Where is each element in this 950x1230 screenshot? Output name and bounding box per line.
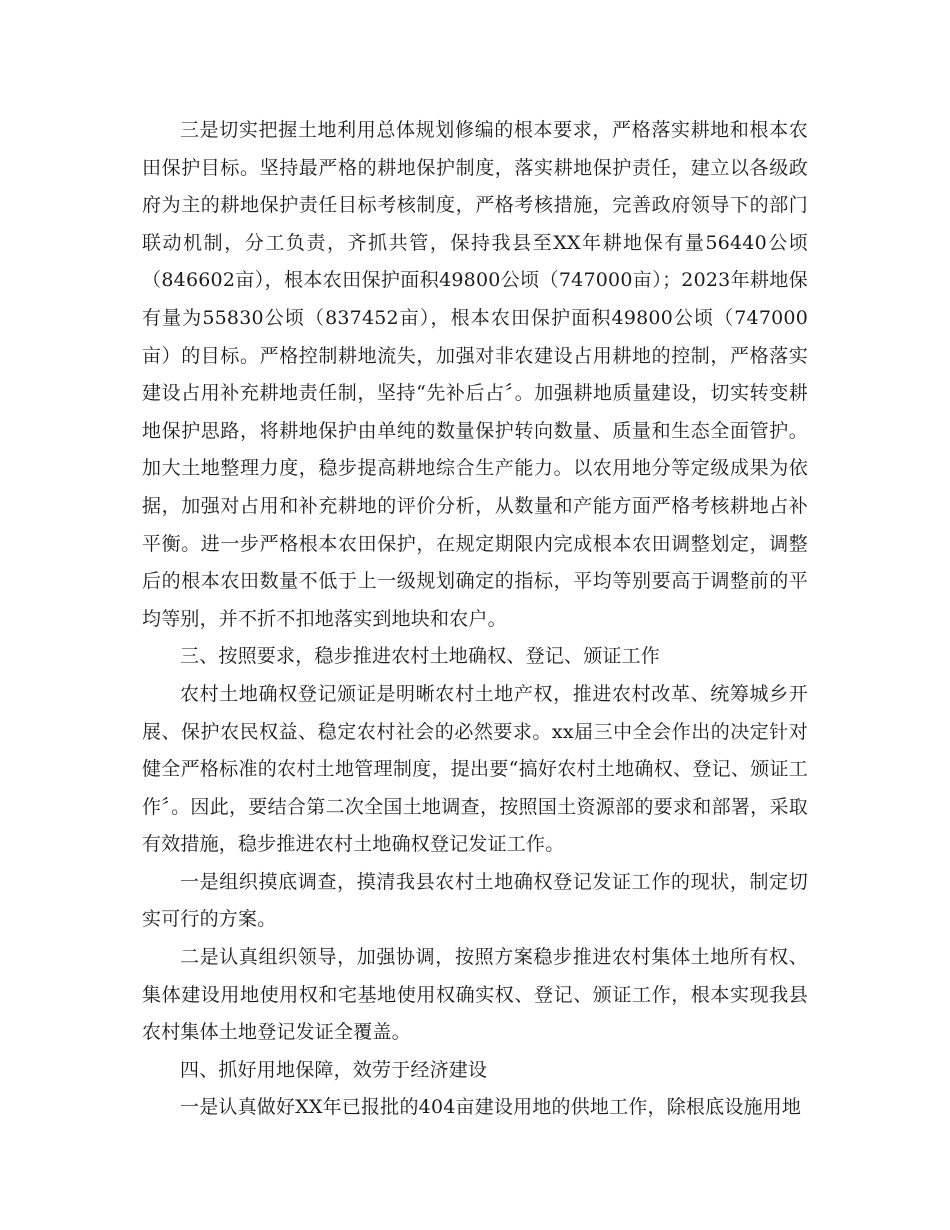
section-heading-land-supply: 四、抓好用地保障，效劳于经济建设 <box>180 1058 488 1081</box>
paragraph-organization: 二是认真组织领导，加强协调，按照方案稳步推进农村集体土地所有权、集体建设用地使用权和宅基地使用权确实权、登记、颁证工作，根本实现我县农村集体土地登记发证全覆盖。 <box>142 946 808 1044</box>
paragraph-farmland-protection: 三是切实把握土地利用总体规划修编的根本要求，严格落实耕地和根本农田保护目标。坚持最严格的耕地保护制度，落实耕地保护责任，建立以各级政府为主的耕地保护责任目标考核制度，严格考核措施，完善政府领导下的部门联动机制，分工负责，齐抓共管，保持我县至XX年耕地保有量56440公顷（846602亩），根本农田保护面积49800公顷（747000亩）；2023年耕地保有量为55830公顷（837452亩），根本农田保护面积49800公顷（747000亩）的目标。严格控制耕地流失，加强对非农建设占用耕地的控制，严格落实建设占用补充耕地责任制，坚持“先补后占〞。加强耕地质量建设，切实转变耕地保护思路，将耕地保护由单纯的数量保护转向数量、质量和生态全面管护。加大土地整理力度，稳步提高耕地综合生产能力。以农用地分等定级成果为依据，加强对占用和补充耕地的评价分析，从数量和产能方面严格考核耕地占补平衡。进一步严格根本农田保护，在规定期限内完成根本农田调整划定，调整后的根本农田数量不低于上一级规划确定的指标，平均等别要高于调整前的平均等别，并不折不扣地落实到地块和农户。 <box>142 119 808 630</box>
paragraph-land-rights-registration: 农村土地确权登记颁证是明晰农村土地产权，推进农村改革、统筹城乡开展、保护农民权益、稳定农村社会的必然要求。xx届三中全会作出的决定针对健全严格标准的农村土地管理制度，提出要“搞好农村土地确权、登记、颁证工作〞。因此，要结合第二次全国土地调查，按照国土资源部的要求和部署，采取有效措施，稳步推进农村土地确权登记发证工作。 <box>142 682 808 856</box>
document-body <box>142 112 808 1127</box>
section-heading-land-rights: 三、按照要求，稳步推进农村土地确权、登记、颁证工作 <box>180 645 661 668</box>
paragraph-survey: 一是组织摸底调查，摸清我县农村土地确权登记发证工作的现状，制定切实可行的方案。 <box>142 870 808 931</box>
paragraph-land-supply: 一是认真做好XX年已报批的404亩建设用地的供地工作，除根底设施用地 <box>180 1096 802 1119</box>
